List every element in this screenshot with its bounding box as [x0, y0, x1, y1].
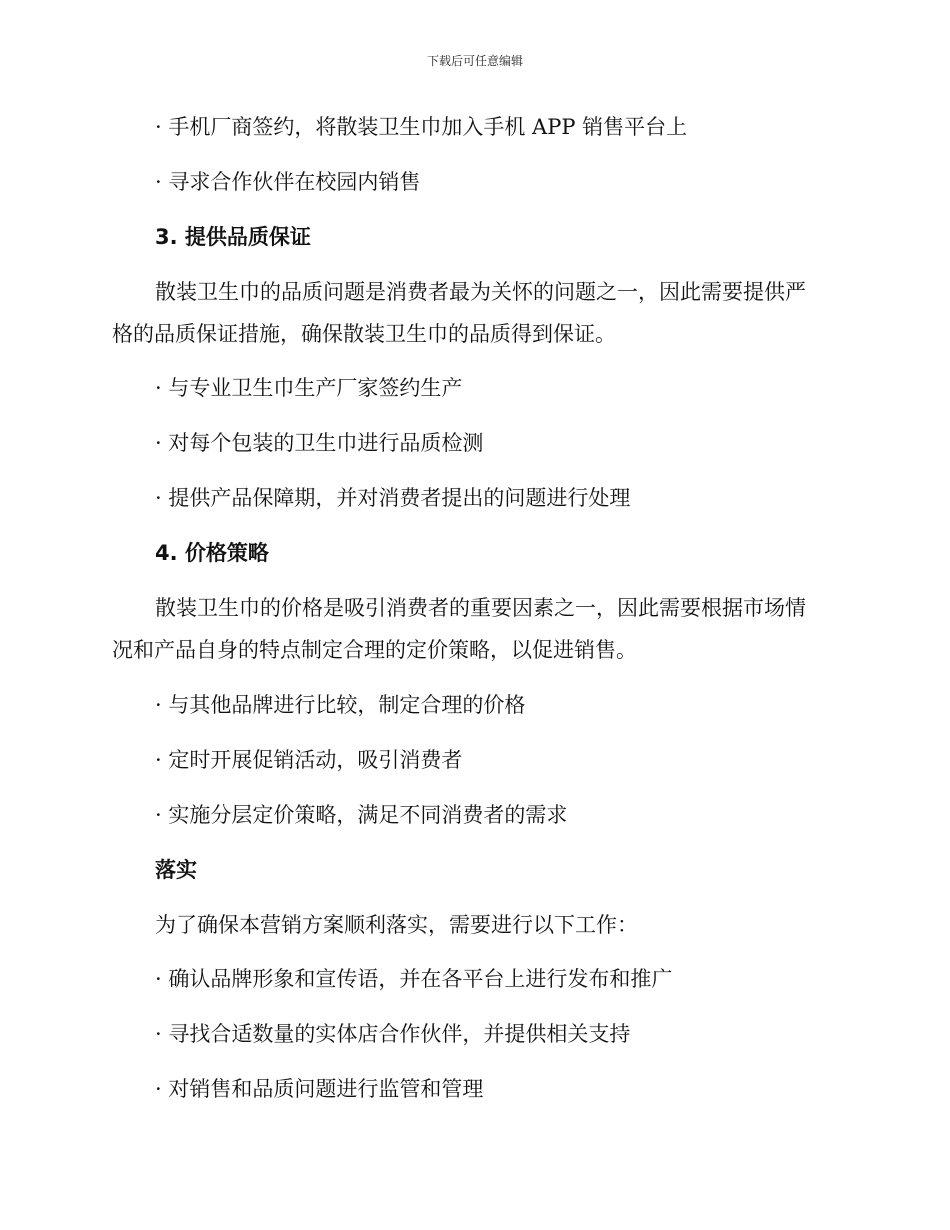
list-item: · 对销售和品质问题进行监管和管理: [155, 1077, 484, 1101]
list-item: · 寻求合作伙伴在校园内销售: [155, 170, 421, 194]
list-item: · 手机厂商签约，将散装卫生巾加入手机 APP 销售平台上: [155, 115, 688, 139]
page-header: 下载后可任意编辑: [426, 54, 523, 68]
section-heading: 3. 提供品质保证: [155, 225, 311, 249]
paragraph-line: 散装卫生巾的品质问题是消费者最为关怀的问题之一，因此需要提供严: [155, 280, 806, 304]
list-item: · 与其他品牌进行比较，制定合理的价格: [155, 693, 526, 717]
list-item: · 对每个包装的卫生巾进行品质检测: [155, 431, 484, 455]
list-item: · 定时开展促销活动，吸引消费者: [155, 748, 463, 772]
paragraph-line: 格的品质保证措施，确保散装卫生巾的品质得到保证。: [112, 322, 616, 346]
section-heading: 4. 价格策略: [155, 541, 269, 565]
paragraph-line: 况和产品自身的特点制定合理的定价策略，以促进销售。: [112, 638, 637, 662]
paragraph-line: 为了确保本营销方案顺利落实，需要进行以下工作：: [155, 913, 638, 937]
list-item: · 与专业卫生巾生产厂家签约生产: [155, 376, 463, 400]
list-item: · 实施分层定价策略，满足不同消费者的需求: [155, 803, 568, 827]
list-item: · 确认品牌形象和宣传语，并在各平台上进行发布和推广: [155, 967, 673, 991]
section-heading: 落实: [155, 858, 197, 882]
list-item: · 提供产品保障期，并对消费者提出的问题进行处理: [155, 486, 631, 510]
list-item: · 寻找合适数量的实体店合作伙伴，并提供相关支持: [155, 1022, 631, 1046]
paragraph-line: 散装卫生巾的价格是吸引消费者的重要因素之一，因此需要根据市场情: [155, 596, 806, 620]
